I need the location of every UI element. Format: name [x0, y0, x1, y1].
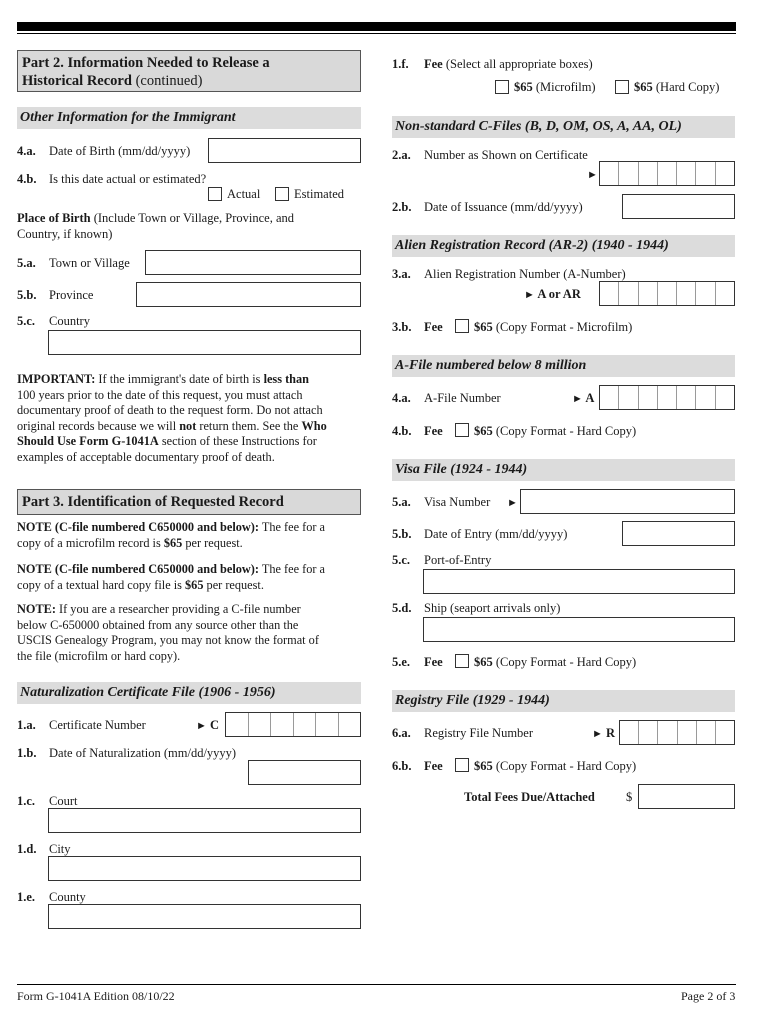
q4a-label: Date of Birth (mm/dd/yyyy) — [49, 144, 191, 158]
afile-fee-price: $65 — [474, 424, 493, 438]
q2a-number: 2.a. — [392, 148, 411, 162]
hard-copy-text: (Hard Copy) — [652, 80, 720, 94]
place-of-birth-text — [17, 211, 294, 226]
q5c-number: 5.c. — [17, 314, 36, 328]
alien-registration-header: Alien Registration Record (AR-2) (1940 - 1944) — [392, 235, 735, 257]
note2-price: $65 — [185, 577, 204, 592]
afile-prefix-letter: A — [585, 391, 595, 405]
q1c-label: Court — [49, 794, 78, 808]
note3-l3: USCIS Genealogy Program, you may not know the format of — [17, 633, 319, 647]
important-l4a: original records because we will — [17, 418, 180, 433]
visa-number-input[interactable] — [520, 489, 735, 514]
registry-fee-price: $65 — [474, 759, 493, 773]
note1-title: NOTE (C-file numbered C650000 and below): — [17, 520, 259, 534]
q6a-number: 6.a. — [392, 726, 411, 740]
registry-file-number-input[interactable] — [619, 720, 735, 745]
page-number: Page 2 of 3 — [681, 989, 736, 1003]
total-fees-input[interactable] — [638, 784, 735, 809]
important-l4b: not — [179, 418, 197, 433]
visa-fee-price: $65 — [474, 655, 493, 669]
arrow-right-icon: ► — [507, 497, 518, 509]
part2-title: Part 2. Information Needed to Release a — [22, 55, 270, 71]
part2-title-line2: Historical Record — [22, 73, 132, 89]
note2-c: copy of a textual hard copy file is — [17, 577, 186, 592]
q5d-r-number: 5.d. — [392, 601, 412, 615]
currency-symbol: $ — [626, 790, 633, 804]
hard-copy-fee-checkbox[interactable] — [615, 80, 629, 94]
top-rule-thin — [17, 33, 736, 34]
actual-label: Actual — [227, 187, 261, 201]
date-of-entry-input[interactable] — [622, 521, 735, 546]
q3a-number: 3.a. — [392, 267, 411, 281]
q5e-r-number: 5.e. — [392, 655, 411, 669]
registry-prefix-letter: R — [606, 726, 616, 740]
q5b-label: Province — [49, 288, 94, 302]
alien-registration-number-input[interactable] — [599, 281, 735, 306]
q1c-number: 1.c. — [17, 794, 36, 808]
note2-b: The fee for a — [258, 562, 325, 576]
q1b-label: Date of Naturalization (mm/dd/yyyy) — [49, 746, 237, 760]
date-of-issuance-input[interactable] — [622, 194, 735, 219]
important-l1c: less than — [263, 372, 310, 386]
nonstandard-cfiles-header: Non-standard C-Files (B, D, OM, OS, A, AA, OL) — [392, 116, 735, 138]
q4a-number: 4.a. — [17, 144, 36, 158]
date-of-naturalization-input[interactable] — [248, 760, 361, 785]
a-number-prefix-text: A or AR — [537, 287, 581, 301]
microfilm-fee-label — [514, 80, 596, 95]
registry-hard-copy-fee-checkbox[interactable] — [455, 758, 469, 772]
note3-b: If you are a researcher providing a C-file number — [55, 602, 301, 616]
q2b-label: Date of Issuance (mm/dd/yyyy) — [424, 200, 583, 214]
q1d-label: City — [49, 842, 71, 856]
visa-file-header: Visa File (1924 - 1944) — [392, 459, 735, 481]
microfilm-text: (Microfilm) — [532, 80, 596, 94]
q1d-number: 1.d. — [17, 842, 37, 856]
microfilm-fee-checkbox[interactable] — [495, 80, 509, 94]
q4b-label: Is this date actual or estimated? — [49, 172, 207, 186]
important-l2: 100 years prior to the date of this request, you must attach — [17, 387, 303, 402]
q5c-label: Country — [49, 314, 90, 328]
certificate-prefix-letter: C — [210, 718, 220, 732]
note2 — [17, 562, 367, 593]
place-of-birth-line2: Country, if known) — [17, 227, 113, 241]
note1 — [17, 520, 367, 551]
important-label: IMPORTANT: — [17, 372, 96, 386]
certificate-number-input[interactable] — [225, 712, 361, 737]
ar2-fee-option — [474, 320, 632, 335]
q3b-fee-label: Fee — [424, 320, 443, 334]
important-l6: examples of acceptable documentary proof of death. — [17, 449, 275, 464]
q2a-label: Number as Shown on Certificate — [424, 148, 588, 162]
other-info-header: Other Information for the Immigrant — [17, 107, 361, 129]
part2-continued: (continued) — [131, 73, 203, 89]
q2b-number: 2.b. — [392, 200, 412, 214]
note1-b: The fee for a — [258, 520, 325, 534]
afile-prefix — [572, 391, 594, 407]
visa-fee-text: (Copy Format - Hard Copy) — [492, 655, 637, 669]
registry-fee-text: (Copy Format - Hard Copy) — [492, 759, 637, 773]
afile-hard-copy-fee-checkbox[interactable] — [455, 423, 469, 437]
visa-hard-copy-fee-checkbox[interactable] — [455, 654, 469, 668]
arrow-right-icon: ► — [572, 393, 583, 405]
county-input[interactable] — [48, 904, 361, 929]
arrow-right-icon: ► — [524, 289, 535, 301]
q1f-instructions: (Select all appropriate boxes) — [442, 57, 593, 71]
registry-fee-option — [474, 759, 636, 774]
important-l4c: return them. See the — [196, 418, 302, 433]
q1e-number: 1.e. — [17, 890, 36, 904]
top-rule-thick — [17, 22, 736, 31]
q1f-number: 1.f. — [392, 57, 409, 71]
ship-input[interactable] — [423, 617, 735, 642]
place-of-birth-rest: (Include Town or Village, Province, and — [90, 211, 295, 225]
afile-header: A-File numbered below 8 million — [392, 355, 735, 377]
q4a-r-number: 4.a. — [392, 391, 411, 405]
registry-prefix — [592, 726, 615, 742]
a-number-prefix — [524, 287, 581, 303]
note2-e: per request. — [203, 577, 264, 592]
q4a-r-label: A-File Number — [424, 391, 501, 405]
town-or-village-input[interactable] — [145, 250, 361, 275]
part2-header — [17, 50, 361, 92]
note3-title: NOTE: — [17, 602, 56, 616]
certificate-number-shown-input[interactable] — [599, 161, 735, 186]
place-of-birth-bold: Place of Birth — [17, 211, 91, 225]
estimated-checkbox[interactable] — [275, 187, 289, 201]
important-l3: documentary proof of death to the request form. Do not attach — [17, 403, 323, 417]
arrow-right-icon: ► — [592, 728, 603, 740]
hard-copy-price: $65 — [634, 80, 653, 94]
hard-copy-fee-label — [634, 80, 719, 95]
q5b-number: 5.b. — [17, 288, 37, 302]
q1f-fee: Fee — [424, 57, 443, 71]
visa-fee-option — [474, 655, 636, 670]
port-of-entry-input[interactable] — [423, 569, 735, 594]
important-l1b: If the immigrant's date of birth is — [95, 372, 264, 386]
arrow-right-icon: ► — [587, 169, 598, 181]
ar2-fee-text: (Copy Format - Microfilm) — [492, 320, 633, 334]
note3-l4: the file (microfilm or hard copy). — [17, 648, 181, 663]
city-input[interactable] — [48, 856, 361, 881]
actual-checkbox[interactable] — [208, 187, 222, 201]
footer-rule — [17, 984, 736, 985]
form-edition: Form G-1041A Edition 08/10/22 — [17, 989, 175, 1003]
q6a-label: Registry File Number — [424, 726, 534, 740]
q1b-number: 1.b. — [17, 746, 37, 760]
q1e-label: County — [49, 890, 86, 904]
court-input[interactable] — [48, 808, 361, 833]
q6b-fee-label: Fee — [424, 759, 443, 773]
q5d-r-label: Ship (seaport arrivals only) — [424, 601, 561, 615]
country-input[interactable] — [48, 330, 361, 355]
important-l5a: Should Use Form G-1041A — [17, 434, 159, 448]
q4b-r-fee-label: Fee — [424, 424, 443, 438]
note1-price: $65 — [163, 535, 183, 550]
estimated-label: Estimated — [294, 187, 344, 201]
microfilm-price: $65 — [514, 80, 533, 94]
certificate-prefix — [196, 718, 219, 734]
afile-fee-text: (Copy Format - Hard Copy) — [492, 424, 637, 438]
q4b-number: 4.b. — [17, 172, 37, 186]
q5b-r-number: 5.b. — [392, 527, 412, 541]
province-input[interactable] — [136, 282, 361, 307]
q5c-r-number: 5.c. — [392, 553, 411, 567]
afile-number-input[interactable] — [599, 385, 735, 410]
ar2-microfilm-fee-checkbox[interactable] — [455, 319, 469, 333]
important-l5b: section of these Instructions for — [158, 434, 317, 448]
q5a-label: Town or Village — [49, 256, 130, 270]
arrow-right-icon: ► — [196, 720, 207, 732]
q3a-label: Alien Registration Number (A-Number) — [424, 267, 626, 281]
q1a-number: 1.a. — [17, 718, 36, 732]
total-fees-label: Total Fees Due/Attached — [464, 790, 595, 804]
important-paragraph — [17, 372, 367, 465]
q5e-r-fee-label: Fee — [424, 655, 443, 669]
note2-title: NOTE (C-file numbered C650000 and below): — [17, 562, 259, 576]
q5b-r-label: Date of Entry (mm/dd/yyyy) — [424, 527, 568, 541]
naturalization-header: Naturalization Certificate File (1906 - 1956) — [17, 682, 361, 704]
q1a-label: Certificate Number — [49, 718, 146, 732]
q5a-number: 5.a. — [17, 256, 36, 270]
q1f-label — [424, 57, 593, 72]
q3b-number: 3.b. — [392, 320, 412, 334]
note3 — [17, 602, 367, 664]
part3-header: Part 3. Identification of Requested Record — [17, 489, 361, 515]
q5c-r-label: Port-of-Entry — [424, 553, 492, 567]
date-of-birth-input[interactable] — [208, 138, 361, 163]
registry-file-header: Registry File (1929 - 1944) — [392, 690, 735, 712]
note1-c: copy of a microfilm record is — [17, 535, 164, 550]
note1-e: per request. — [182, 535, 243, 550]
q5a-r-label: Visa Number — [424, 495, 491, 509]
important-l4d: Who — [301, 418, 327, 433]
ar2-fee-price: $65 — [474, 320, 493, 334]
q4b-r-number: 4.b. — [392, 424, 412, 438]
afile-fee-option — [474, 424, 636, 439]
note3-l2: below C-650000 obtained from any source other than the — [17, 617, 299, 632]
q5a-r-number: 5.a. — [392, 495, 411, 509]
q6b-number: 6.b. — [392, 759, 412, 773]
